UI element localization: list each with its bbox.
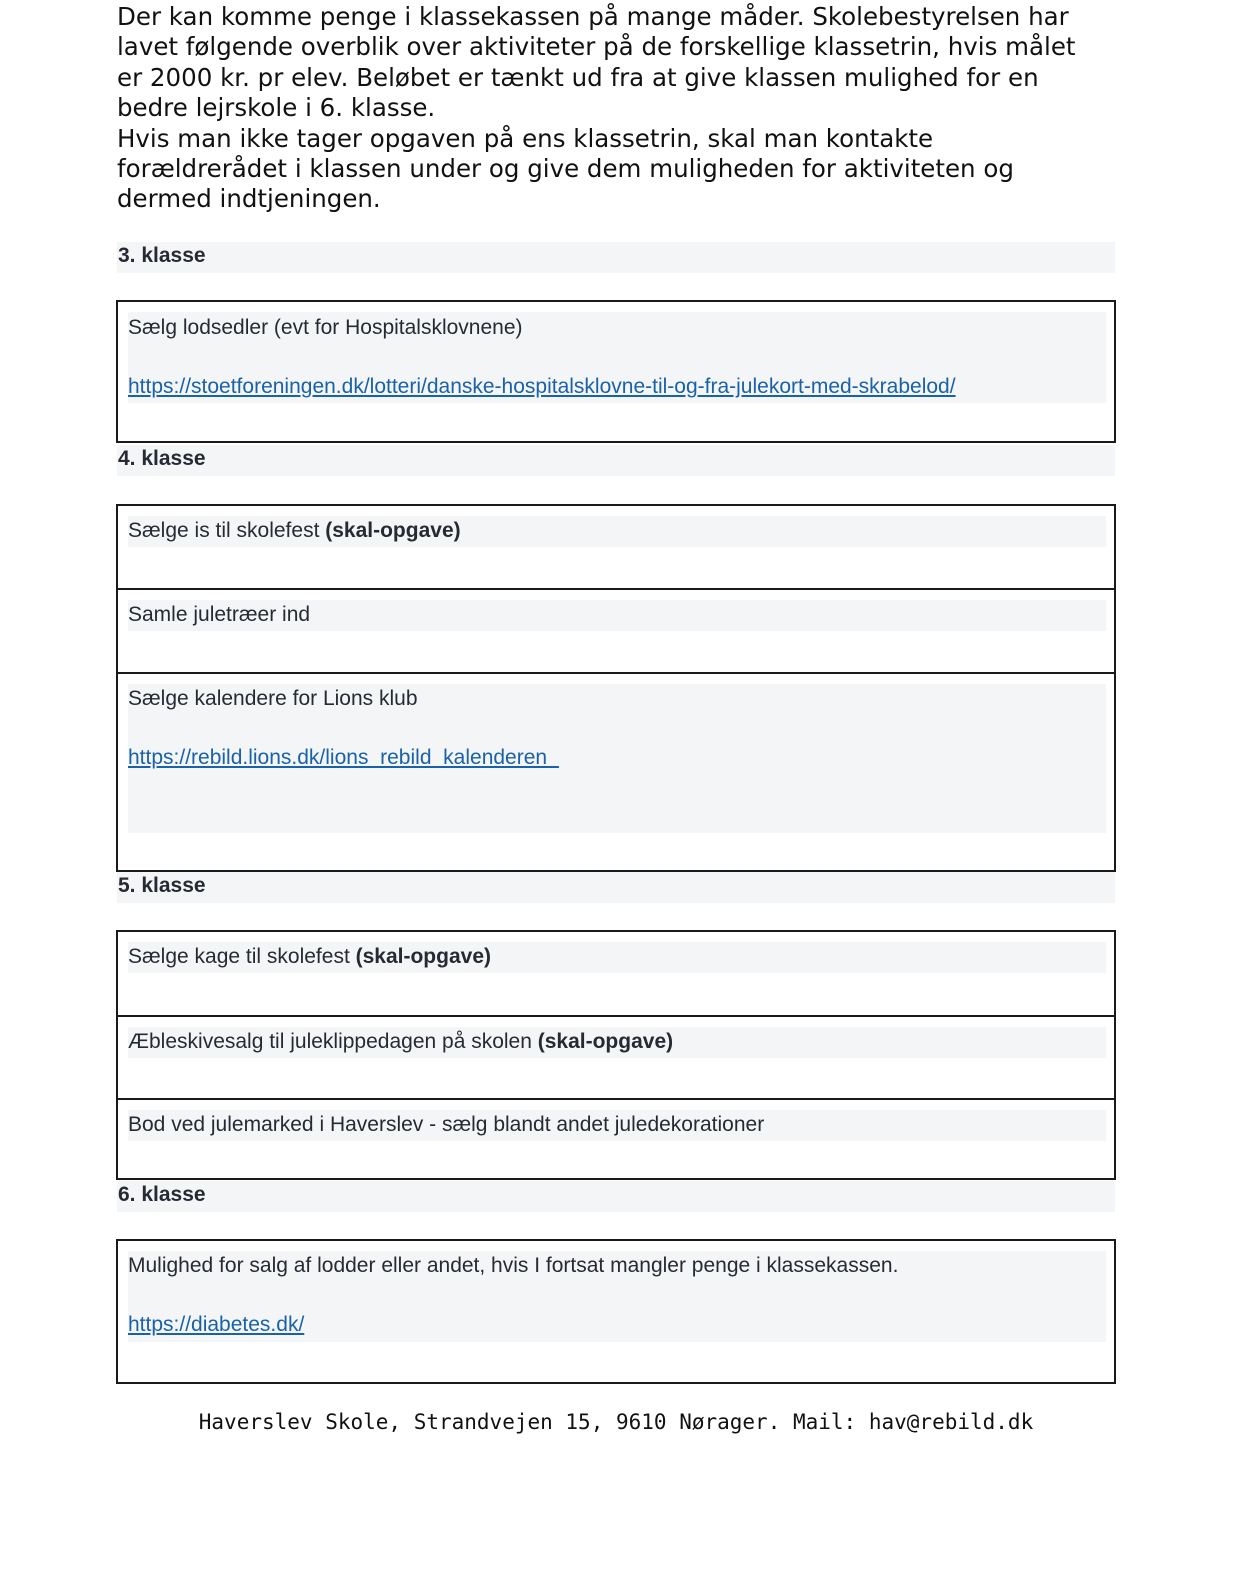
activity-text: Sælge kalendere for Lions klub	[128, 687, 418, 710]
activity-cell	[128, 684, 1106, 833]
section-heading-6-klasse: 6. klasse	[117, 1181, 1115, 1212]
activity-link-lions[interactable]: https://rebild.lions.dk/lions_rebild_kalenderen_	[128, 746, 559, 769]
activity-table-4-klasse	[116, 504, 1116, 872]
activity-row	[118, 506, 1114, 588]
activity-text: Sælg lodsedler (evt for Hospitalsklovnene)	[128, 316, 523, 339]
activity-text: Bod ved julemarked i Haverslev - sælg blandt andet juledekorationer	[128, 1113, 765, 1136]
activity-table-3-klasse	[116, 300, 1116, 443]
activity-table-5-klasse	[116, 930, 1116, 1180]
section-heading-5-klasse: 5. klasse	[117, 872, 1115, 903]
activity-cell	[128, 1251, 1106, 1342]
footer-address: Haverslev Skole, Strandvejen 15, 9610 Nørager. Mail: hav@rebild.dk	[198, 1410, 1034, 1434]
section-heading-3-klasse: 3. klasse	[117, 242, 1115, 273]
activity-table-6-klasse	[116, 1239, 1116, 1384]
activity-row	[118, 302, 1114, 441]
activity-row	[118, 1241, 1114, 1382]
activity-row	[118, 932, 1114, 1015]
activity-link-diabetes[interactable]: https://diabetes.dk/	[128, 1313, 305, 1336]
activity-cell	[128, 1110, 1106, 1141]
activity-tag: (skal-opgave)	[325, 519, 461, 542]
activity-cell	[128, 600, 1106, 631]
intro-paragraph-1: Der kan komme penge i klassekassen på mange måder. Skolebestyrelsen har lavet følgende overblik over aktiviteter på de forskellige klassetrin, hvis målet er 2000 kr. pr elev. Beløbet er tænkt ud fra at give klassen mulighed for en bedre lejrskole i 6. klasse.	[117, 2, 1076, 123]
activity-text: Sælge is til skolefest (skal-opgave)	[128, 519, 461, 542]
activity-tag: (skal-opgave)	[537, 1030, 674, 1053]
activity-row	[118, 1015, 1114, 1098]
activity-row	[118, 588, 1114, 672]
activity-link-hospitalsklovne[interactable]: https://stoetforeningen.dk/lotteri/danske-hospitalsklovne-til-og-fra-julekort-med-skrabelod/	[128, 375, 956, 398]
activity-text: Æbleskivesalg til juleklippedagen på skolen (skal-opgave)	[128, 1030, 674, 1053]
activity-text: Sælge kage til skolefest (skal-opgave)	[128, 945, 491, 968]
activity-row	[118, 672, 1114, 870]
activity-cell	[128, 516, 1106, 547]
activity-text: Samle juletræer ind	[128, 603, 311, 626]
activity-text: Mulighed for salg af lodder eller andet, hvis I fortsat mangler penge i klassekassen.	[128, 1254, 899, 1277]
intro-text	[117, 2, 1107, 215]
activity-cell	[128, 1027, 1106, 1058]
section-heading-4-klasse: 4. klasse	[117, 445, 1115, 476]
activity-tag: (skal-opgave)	[355, 945, 491, 968]
intro-paragraph-2: Hvis man ikke tager opgaven på ens klassetrin, skal man kontakte forældrerådet i klassen under og give dem muligheden for aktiviteten og dermed indtjeningen.	[117, 123, 1014, 214]
activity-row	[118, 1098, 1114, 1178]
activity-cell	[128, 312, 1106, 403]
activity-cell	[128, 942, 1106, 973]
